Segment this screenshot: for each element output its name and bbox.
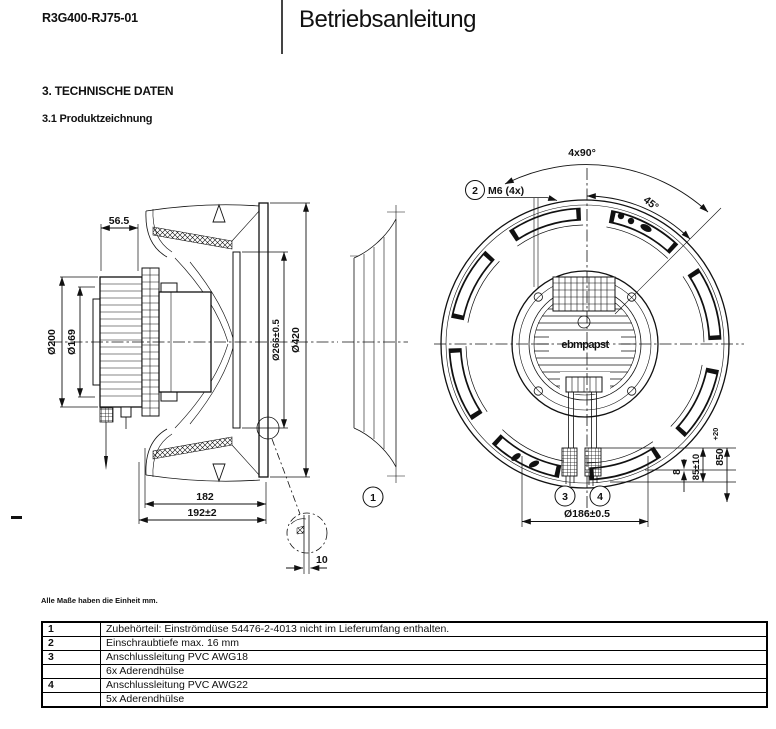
subsection-heading: 3.1 Produktzeichnung: [42, 113, 153, 125]
dim-hole-pattern: 4x90°: [568, 147, 596, 159]
row-text: 6x Aderendhülse: [101, 665, 768, 679]
motor-cables-side: [100, 407, 131, 470]
units-note: Alle Maße haben die Einheit mm.: [41, 596, 158, 605]
front-view: [434, 147, 744, 527]
table-row: [42, 637, 767, 651]
dim-motor-od: Ø200: [46, 329, 58, 355]
dim-56-5: 56.5: [108, 215, 130, 227]
marker-2: 2: [472, 185, 478, 197]
dim-cable-length-tol: +20: [711, 427, 720, 441]
dim-motor-id: Ø169: [66, 329, 78, 355]
inlet-nozzle-view: [342, 205, 408, 507]
header-divider: [281, 0, 283, 54]
dim-total-depth: 192±2: [187, 507, 217, 519]
marker-3: 3: [562, 491, 568, 503]
dim-impeller-od: Ø420: [290, 327, 302, 353]
marker-4: 4: [597, 491, 603, 503]
dim-cable-free: 85±10: [691, 453, 702, 481]
cable-markers: [555, 486, 610, 506]
dim-cable-gap: 8: [671, 469, 683, 475]
row-id: 4: [42, 679, 101, 693]
table-row: [42, 693, 767, 708]
dim-support-ring: Ø266±0.5: [271, 319, 282, 361]
row-id: 1: [42, 622, 101, 637]
table-row: [42, 622, 767, 637]
dim-angle-45: 45°: [640, 194, 661, 214]
row-text: Einschraubtiefe max. 16 mm: [101, 637, 768, 651]
row-id: 3: [42, 651, 101, 665]
dim-cable-length: 850: [714, 448, 726, 466]
row-id: [42, 693, 101, 708]
row-text: Zubehörteil: Einströmdüse 54476-2-4013 nicht im Lieferumfang enthalten.: [101, 622, 768, 637]
dim-pitch-circle: Ø186±0.5: [563, 508, 611, 520]
table-row: [42, 665, 767, 679]
doc-number: R3G400-RJ75-01: [42, 11, 138, 25]
row-text: Anschlussleitung PVC AWG22: [101, 679, 768, 693]
row-text: 5x Aderendhülse: [101, 693, 768, 708]
marker-1: 1: [370, 492, 376, 504]
dim-plate-thickness: 10: [316, 554, 328, 566]
brand-logo: ebmpapst: [561, 339, 609, 351]
motor-side: [93, 268, 211, 416]
screw-label: M6 (4x): [488, 185, 525, 197]
row-id: [42, 665, 101, 679]
section-heading: 3. TECHNISCHE DATEN: [42, 84, 174, 98]
side-view: [46, 203, 338, 574]
dim-depth: 182: [196, 491, 214, 503]
page-title: Betriebsanleitung: [299, 6, 476, 33]
row-id: 2: [42, 637, 101, 651]
row-text: Anschlussleitung PVC AWG18: [101, 651, 768, 665]
notes-table: [41, 621, 768, 708]
table-row: [42, 679, 767, 693]
table-row: [42, 651, 767, 665]
product-drawing: [0, 135, 776, 600]
